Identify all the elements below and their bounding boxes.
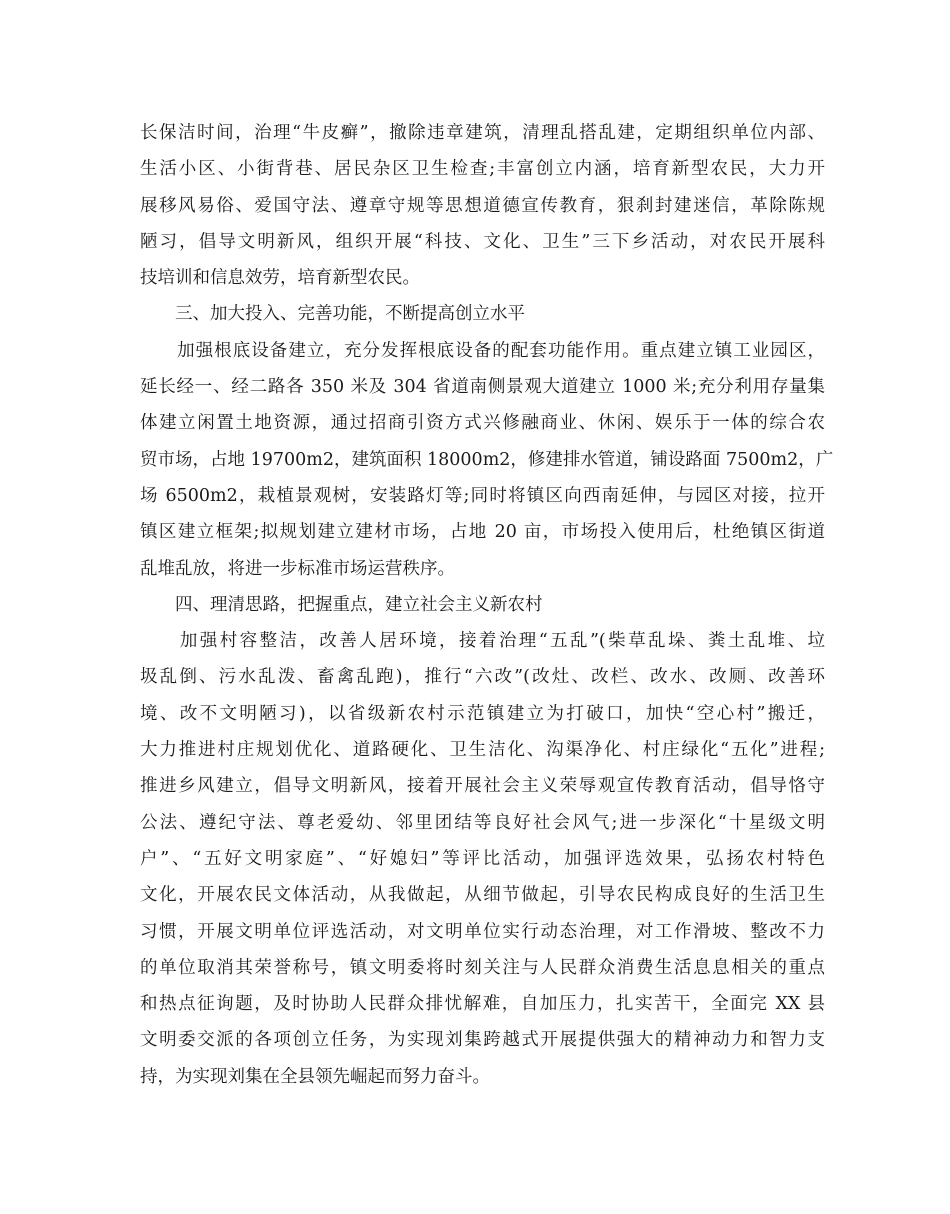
text-line: 贸市场，占地 19700m2，建筑面积 18000m2，修建排水管道，铺设路面 7500m2，广 — [140, 449, 834, 470]
text-line: 展移风易俗、爱国守法、遵章守规等思想道德宣传教育，狠刹封建迷信，革除陈规 — [140, 195, 825, 216]
document-body — [140, 115, 834, 1095]
text-line: 境、改不文明陋习)，以省级新农村示范镇建立为打破口，加快“空心村”搬迁， — [140, 703, 825, 724]
para-infrastructure — [140, 333, 834, 587]
text-line: 持，为实现刘集在全县领先崛起而努力奋斗。 — [140, 1066, 490, 1087]
text-line: 生活小区、小街背巷、居民杂区卫生检查;丰富创立内涵，培育新型农民，大力开 — [140, 159, 825, 180]
text-line: 和热点征询题，及时协助人民群众排忧解难，自加压力，扎实苦干，全面完 XX 县 — [140, 994, 825, 1015]
text-line: 加强村容整洁，改善人居环境，接着治理“五乱”(柴草乱垛、粪土乱堆、垃 — [140, 631, 825, 652]
text-line: 四、理清思路，把握重点，建立社会主义新农村 — [140, 594, 543, 615]
text-line: 技培训和信息效劳，培育新型农民。 — [140, 268, 420, 289]
text-line: 文明委交派的各项创立任务，为实现刘集跨越式开展提供强大的精神动力和智力支 — [140, 1030, 825, 1051]
text-line: 习惯，开展文明单位评选活动，对文明单位实行动态治理，对工作滑坡、整改不力 — [140, 921, 825, 942]
text-line: 圾乱倒、污水乱泼、畜禽乱跑)，推行“六改”(改灶、改栏、改水、改厕、改善环 — [140, 667, 825, 688]
heading-section-3 — [140, 296, 825, 332]
para-sanitation — [140, 115, 825, 296]
text-line: 乱堆乱放，将进一步标准市场运营秩序。 — [140, 558, 455, 579]
text-line: 公法、遵纪守法、尊老爱幼、邻里团结等良好社会风气;进一步深化“十星级文明 — [140, 812, 825, 833]
text-line: 大力推进村庄规划优化、道路硬化、卫生洁化、沟渠净化、村庄绿化“五化”进程; — [140, 740, 825, 761]
text-line: 延长经一、经二路各 350 米及 304 省道南侧景观大道建立 1000 米;充分利用存量集 — [140, 377, 825, 398]
text-line: 三、加大投入、完善功能，不断提高创立水平 — [140, 304, 525, 325]
text-line: 的单位取消其荣誉称号，镇文明委将时刻关注与人民群众消费生活息息相关的重点 — [140, 957, 825, 978]
text-line: 镇区建立框架;拟规划建立建材市场，占地 20 亩，市场投入使用后，杜绝镇区街道 — [140, 522, 825, 543]
text-line: 户”、“五好文明家庭”、“好媳妇”等评比活动，加强评选效果，弘扬农村特色 — [140, 848, 825, 869]
para-new-countryside — [140, 623, 825, 1095]
text-line: 长保洁时间，治理“牛皮癣”，撤除违章建筑，清理乱搭乱建，定期组织单位内部、 — [140, 123, 825, 143]
text-line: 推进乡风建立，倡导文明新风，接着开展社会主义荣辱观宣传教育活动，倡导恪守 — [140, 776, 825, 797]
text-line: 场 6500m2，栽植景观树，安装路灯等;同时将镇区向西南延伸，与园区对接，拉开 — [140, 485, 825, 506]
text-line: 陋习，倡导文明新风，组织开展“科技、文化、卫生”三下乡活动，对农民开展科 — [140, 231, 825, 252]
text-line: 体建立闲置土地资源，通过招商引资方式兴修融商业、休闲、娱乐于一体的综合农 — [140, 413, 825, 434]
heading-section-4 — [140, 587, 825, 623]
text-line: 文化，开展农民文体活动，从我做起，从细节做起，引导农民构成良好的生活卫生 — [140, 885, 825, 906]
text-line: 加强根底设备建立，充分发挥根底设备的配套功能作用。重点建立镇工业园区， — [140, 340, 825, 361]
